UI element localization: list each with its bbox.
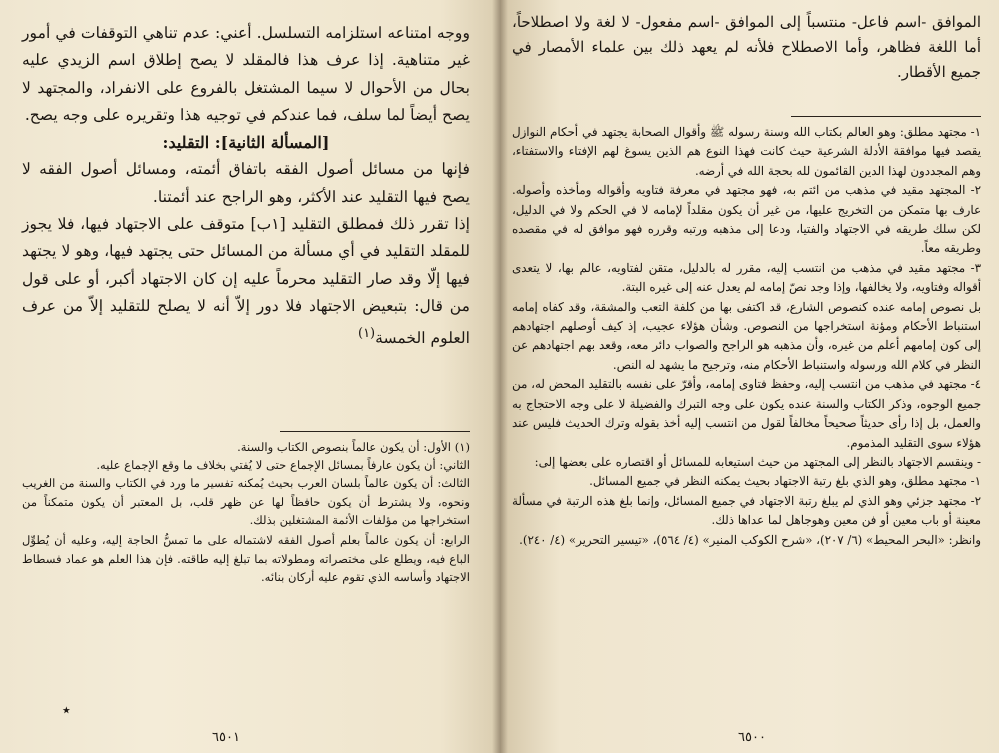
left-paragraph-3-text: إذا تقرر ذلك فمطلق التقليد [١ب] متوقف على الاجتهاد فيها، فلا يجوز للمقلد التقليد في أي مسألة من المسائل حتى يجتهد فيها، وهو لا يجتهد فيها إلّا وقد صار التقليد محرماً عليه إن كان الاجتهاد أكبر، أو على قول من قال: بتبعيض الاجتهاد فلا دور إلاّ أنه لا يصلح للتقليد إلاّ من عرف العلوم الخمسة bbox=[22, 215, 470, 348]
footnote-item: ١- مجتهد مطلق: وهو العالم بكتاب الله وسنة رسوله ﷺ وأقوال الصحابة يجتهد في أحكام النوازل يقصد فيها موافقة الأدلة الشرعية حيث كانت فهذا النوع هم الذين يسوغ لهم الإفتاء والاستفتاء، وهم المجددون لهذا الدين القائمون لله بحجة الله في أرضه. bbox=[512, 125, 981, 178]
footnote-item: وانظر: «البحر المحيط» (٦/ ٢٠٧)، «شرح الكوكب المنير» (٤/ ٥٦٤)، «تيسير التحرير» (٤/ ٢٤٠). bbox=[519, 532, 981, 547]
left-paragraph-3 bbox=[22, 211, 470, 353]
right-page bbox=[500, 0, 999, 753]
footnote-item: ١- مجتهد مطلق، وهو الذي بلغ رتبة الاجتهاد بحيث يمكنه النظر في جميع المسائل. bbox=[589, 474, 981, 489]
footnote-item: - وينقسم الاجتهاد بالنظر إلى المجتهد من حيث استيعابه للمسائل أو اقتصاره على بعضها إلى: bbox=[534, 454, 981, 469]
book-gutter bbox=[492, 0, 508, 753]
page-number-left: ٦٥٠١ bbox=[212, 730, 240, 745]
footnote-item: ٣- مجتهد مقيد في مذهب من انتسب إليه، مقرر له بالدليل، متقن لفتاويه، عالم بها، لا يتعدى أقواله وفتاويه، ولا يخالفها، وإذا وجد نصّ إمامه لم يعدل عنه إلى غيره البتة. bbox=[512, 260, 981, 295]
footnote-item: (١) الأول: أن يكون عالماً بنصوص الكتاب والسنة. bbox=[237, 439, 470, 454]
right-paragraph-1: الموافق -اسم فاعل- منتسباً إلى الموافق -اسم مفعول- لا لغة ولا اصطلاحاً، أما اللغة فظاهر، وأما الاصطلاح فلأنه لم يعهد ذلك بين علماء الأمصار في جميع الأقطار. bbox=[512, 13, 981, 81]
section-heading: [المسألة الثانية]: التقليد: bbox=[162, 133, 330, 153]
footnote-item: ٢- مجتهد جزئي وهو الذي لم يبلغ رتبة الاجتهاد في جميع المسائل، وإنما بلغ هذه الرتبة في مسألة معينة أو باب معين أو فن معين وهوجاهل لما عداها ذلك. bbox=[512, 493, 981, 528]
footnote-item: ٢- المجتهد مقيد في مذهب من ائتم به، فهو مجتهد في معرفة فتاويه وأقواله ومأخذه وأصوله. عارف بها متمكن من التخريج عليها، من غير أن يكون مقلداً لإمامه لا في الحكم ولا في الدليل، لكن سلك طريقه في الاجتهاد والفتيا، ودعا إلى مذهبه ورتبه وقرره فهو موافق له في مقصده وطريقه معاً. bbox=[512, 183, 981, 256]
footnote-divider bbox=[791, 116, 981, 117]
right-main-text bbox=[512, 10, 981, 85]
footnote-item: ٤- مجتهد في مذهب من انتسب إليه، وحفظ فتاوى إمامه، وأقرّ على نفسه بالتقليد المحض له، من جميع الوجوه، وذكر الكتاب والسنة عنده يكون على وجه التبرك والفضيلة لا على وجه الاحتجاج به والعمل، بل إذا رأى حديثاً صحيحاً مخالفاً لقول من انتسب إليه أخذ بقوله وترك الحديث فليس عند هؤلاء سوى التقليد المذموم. bbox=[512, 377, 981, 450]
footnote-item: بل نصوص إمامه عنده كنصوص الشارع، قد اكتفى بها من كلفة التعب والمشقة، وقد كفاه إمامه استنباط الأحكام ومؤنة استخراجها من النصوص. وشأن هؤلاء عجيب، إذ كيف أوصلهم اجتهادهم إلى كون إمامهم أعلم من غيره، وأن مذهبه هو الراجح والصواب دائر معه، وقعد بهم اجتهادهم عن النظر في كلام الله ورسوله واستنباط الأحكام منه، وترجيح ما يشهد له النص. bbox=[512, 299, 981, 372]
left-footnotes bbox=[22, 438, 470, 586]
left-paragraph-1: ووجه امتناعه استلزامه التسلسل. أعني: عدم تناهي التوقفات في أمور غير متناهية. إذا عرف هذا فالمقلد لا يصح إطلاق اسم الزيدي عليه بحال من الأحوال لا سيما المشتغل بالفروع على الانفراد، والمجتهد لا يصح أيضاً لما سلف، فما عندكم في توجيه هذا وتقريره على وجه يصح. bbox=[22, 24, 470, 124]
left-paragraph-2: فإنها من مسائل أصول الفقه باتفاق أئمته، ومسائل أصول الفقه لا يصح فيها التقليد عند الأكثر، وهو الراجح عند أئمتنا. bbox=[22, 160, 470, 206]
footnote-marker: (١) bbox=[357, 326, 376, 342]
footnote-divider bbox=[280, 431, 470, 432]
right-footnotes bbox=[512, 123, 981, 550]
footnote-item: الثالث: أن يكون عالماً بلسان العرب بحيث يُمكنه تفسير ما ورد في الكتاب والسنة من الغريب ونحوه، ولا يشترط أن يكون حافظاً لها عن ظهر قلب، بل المعتبر أن يكون متمكناً من استخراجها من مؤلفات الأئمة المشتغلين بذلك. bbox=[22, 476, 470, 527]
page-number-right: ٦٥٠٠ bbox=[738, 730, 766, 745]
footnote-item: الرابع: أن يكون عالماً بعلم أصول الفقه لاشتماله على ما تمسُّ الحاجة إليه، وعليه أن يُطوِّل الباع فيه، ويطلع على مختصراته ومطولاته بما تبلغ إليه طاقته. فإن هذا العلم هو عماد فسطاط الاجتهاد وأساسه الذي تقوم عليه أركان بنائه. bbox=[22, 533, 470, 584]
footnote-item: الثاني: أن يكون عارفاً بمسائل الإجماع حتى لا يُفتي بخلاف ما وقع الإجماع عليه. bbox=[96, 458, 470, 473]
left-main-text bbox=[22, 20, 470, 353]
footer-mark: ٭ bbox=[62, 700, 71, 719]
